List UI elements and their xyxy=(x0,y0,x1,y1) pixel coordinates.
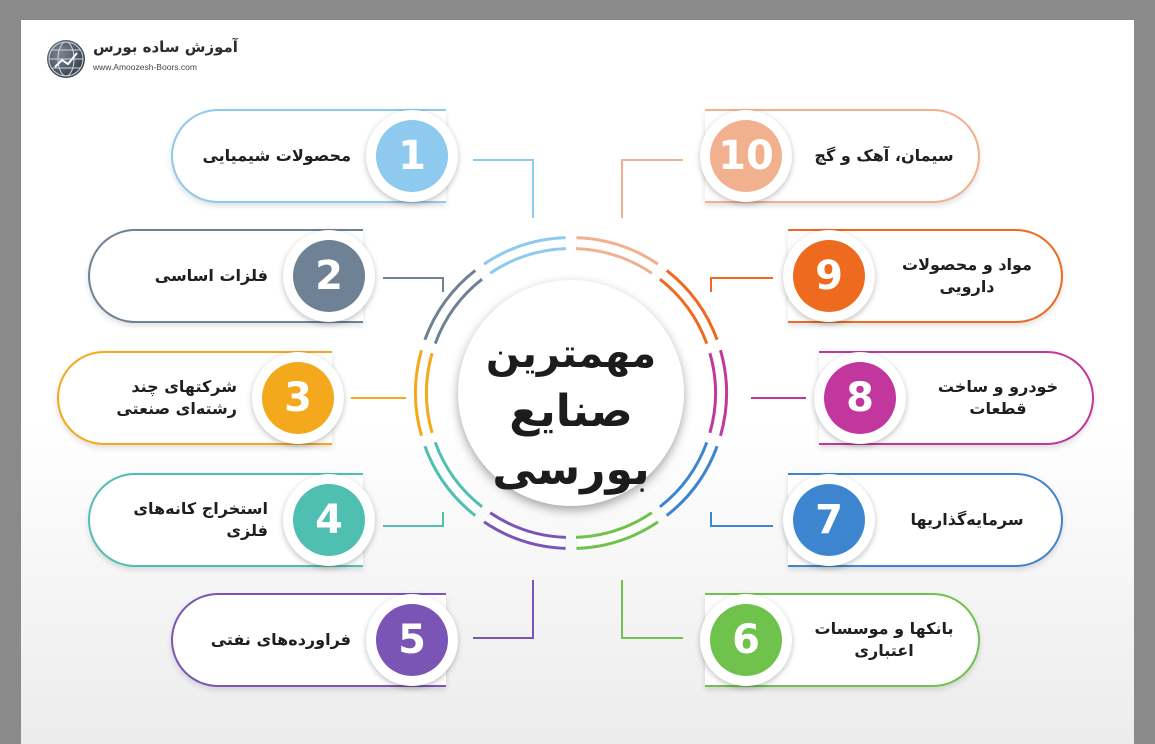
industry-item-7 xyxy=(783,473,1073,567)
item-number: 7 xyxy=(793,484,865,556)
item-number: 8 xyxy=(824,362,896,434)
industry-item-9 xyxy=(783,229,1073,323)
item-label: سرمایه‌گذاریها xyxy=(910,510,1024,529)
number-badge xyxy=(283,474,375,566)
item-label: بانکها و موسسات اعتباری xyxy=(814,619,954,660)
item-number: 3 xyxy=(262,362,334,434)
number-badge xyxy=(814,352,906,444)
industry-item-10 xyxy=(700,109,990,203)
center-title-line2: صنایع بورسی xyxy=(492,386,650,495)
brand-url: www.Amoozesh-Boors.com xyxy=(93,62,197,72)
item-number: 10 xyxy=(710,120,782,192)
number-badge xyxy=(366,594,458,686)
industry-item-1 xyxy=(171,109,461,203)
item-label: فلزات اساسی xyxy=(154,266,268,285)
industry-item-4 xyxy=(88,473,378,567)
item-number: 1 xyxy=(376,120,448,192)
industry-item-6 xyxy=(700,593,990,687)
industry-item-8 xyxy=(814,351,1104,445)
number-badge xyxy=(283,230,375,322)
item-label: استخراج کانه‌های فلزی xyxy=(133,499,268,540)
connector-line xyxy=(473,160,533,218)
number-badge xyxy=(700,110,792,202)
item-label: سیمان، آهک و گچ xyxy=(814,146,954,165)
item-number: 4 xyxy=(293,484,365,556)
item-label: شرکتهای چند رشته‌ای صنعتی xyxy=(116,377,237,418)
number-badge xyxy=(252,352,344,444)
industry-item-2 xyxy=(88,229,378,323)
item-number: 9 xyxy=(793,240,865,312)
item-label: فراورده‌های نفتی xyxy=(210,630,351,649)
item-label: خودرو و ساخت قطعات xyxy=(937,377,1059,418)
industry-item-5 xyxy=(171,593,461,687)
number-badge xyxy=(700,594,792,686)
connector-line xyxy=(622,580,683,638)
item-number: 5 xyxy=(376,604,448,676)
number-badge xyxy=(783,230,875,322)
industry-item-3 xyxy=(57,351,347,445)
item-label: محصولات شیمیایی xyxy=(202,146,351,165)
item-label: مواد و محصولات دارویی xyxy=(902,255,1032,296)
number-badge xyxy=(783,474,875,566)
item-number: 2 xyxy=(293,240,365,312)
item-number: 6 xyxy=(710,604,782,676)
number-badge xyxy=(366,110,458,202)
center-title xyxy=(458,325,684,499)
center-title-line1: مهمترین xyxy=(485,331,657,377)
brand-name: آموزش ساده بورس xyxy=(93,38,238,56)
infographic-canvas xyxy=(21,20,1134,744)
connector-line xyxy=(473,580,533,638)
connector-line xyxy=(622,160,683,218)
